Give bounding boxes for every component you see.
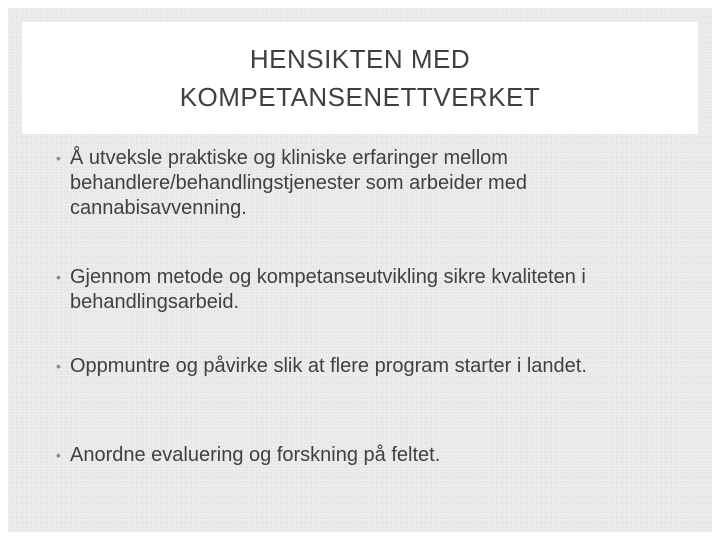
bullet-icon: • <box>56 150 61 166</box>
bullet-item <box>56 354 587 379</box>
bullet-text: Gjennom metode og kompetanseutvikling sikre kvaliteten i behandlingsarbeid. <box>70 266 586 313</box>
bullet-icon: • <box>56 269 61 285</box>
bullet-icon: • <box>56 447 61 463</box>
bullet-text: Oppmuntre og påvirke slik at flere program starter i landet. <box>70 355 587 377</box>
slide-title <box>180 40 541 116</box>
title-line-1: HENSIKTEN MED <box>249 44 471 74</box>
bullet-icon: • <box>56 358 61 374</box>
bullet-item <box>56 265 696 315</box>
bullet-item <box>56 146 696 221</box>
title-box <box>22 22 698 134</box>
bullet-item <box>56 443 440 468</box>
title-line-2: KOMPETANSENETTVERKET <box>179 82 541 112</box>
slide <box>8 8 712 532</box>
bullet-text: Anordne evaluering og forskning på feltet. <box>70 444 441 466</box>
bullet-text: Å utveksle praktiske og kliniske erfaringer mellom behandlere/behandlingstjenester som arbeider med cannabisavvenning. <box>70 147 527 219</box>
